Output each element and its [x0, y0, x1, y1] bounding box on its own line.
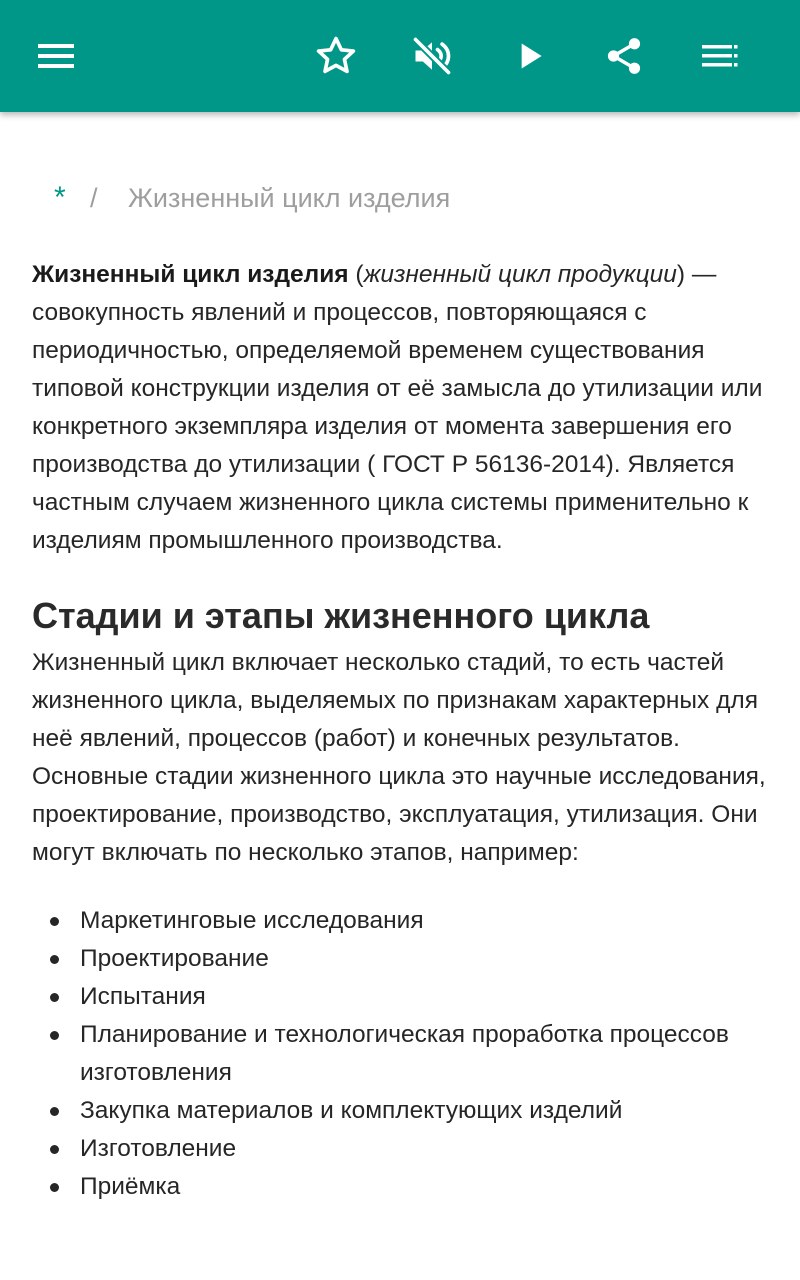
list-item: [32, 1016, 772, 1092]
list-item-text: Изготовление: [80, 1135, 237, 1162]
list-item: [32, 1130, 772, 1168]
favorite-button[interactable]: [308, 28, 364, 84]
share-button[interactable]: [596, 28, 652, 84]
list-item: [32, 940, 772, 978]
bullet-icon: [50, 1145, 59, 1154]
list-item: [32, 1168, 772, 1206]
bullet-icon: [50, 1183, 59, 1192]
article-body: [32, 256, 772, 1206]
list-menu-icon: [700, 36, 740, 76]
star-outline-icon: [314, 34, 358, 78]
play-icon: [510, 36, 550, 76]
breadcrumb-current: Жизненный цикл изделия: [128, 183, 451, 213]
list-item-text: Планирование и технологическая проработка процессов изготовления: [80, 1021, 729, 1086]
list-item: [32, 902, 772, 940]
breadcrumb-home-link[interactable]: *: [54, 181, 66, 214]
section-paragraph: Жизненный цикл включает несколько стадий, то есть частей жизненного цикла, выделяемых по признакам характерных для неё явлений, процессов (работ) и конечных результатов. Основные стадии жизненного цикла это научные исследования, проектирование, производство, эксплуатация, утилизация. Они могут включать по несколько этапов, например:: [32, 649, 766, 866]
share-icon: [603, 35, 645, 77]
volume-off-icon: [410, 34, 454, 78]
play-button[interactable]: [502, 28, 558, 84]
lead-term: Жизненный цикл изделия: [32, 261, 349, 288]
section-title: Стадии и этапы жизненного цикла: [32, 595, 650, 636]
bullet-icon: [50, 1031, 59, 1040]
stages-list: [32, 902, 772, 1206]
bullet-icon: [50, 917, 59, 926]
list-item-text: Проектирование: [80, 945, 269, 972]
lead-definition: ) — совокупность явлений и процессов, повторяющаяся с периодичностью, определяемой временем существования типовой конструкции изделия от её замысла до утилизации или конкретного экземпляра изделия от момента завершения его производства до утилизации ( ГОСТ Р 56136-2014). Является частным случаем жизненного цикла системы применительно к изделиям промышленного производства.: [32, 261, 763, 554]
menu-icon: [36, 36, 76, 76]
list-item: [32, 1092, 772, 1130]
lead-open-paren: (: [348, 261, 364, 288]
list-item-text: Маркетинговые исследования: [80, 907, 424, 934]
list-item-text: Приёмка: [80, 1173, 181, 1200]
bullet-icon: [50, 993, 59, 1002]
bullet-icon: [50, 1107, 59, 1116]
bullet-icon: [50, 955, 59, 964]
list-item: [32, 978, 772, 1016]
list-item-text: Закупка материалов и комплектующих изделий: [80, 1097, 623, 1124]
article-view[interactable]: [0, 112, 800, 1280]
mute-button[interactable]: [404, 28, 460, 84]
list-item-text: Испытания: [80, 983, 206, 1010]
contents-button[interactable]: [692, 28, 748, 84]
app-toolbar: [0, 0, 800, 112]
breadcrumb-separator: /: [90, 183, 98, 213]
menu-button[interactable]: [28, 28, 84, 84]
breadcrumb: [54, 178, 450, 218]
lead-alias: жизненный цикл продукции: [363, 261, 677, 288]
lead-paragraph: [32, 256, 772, 560]
